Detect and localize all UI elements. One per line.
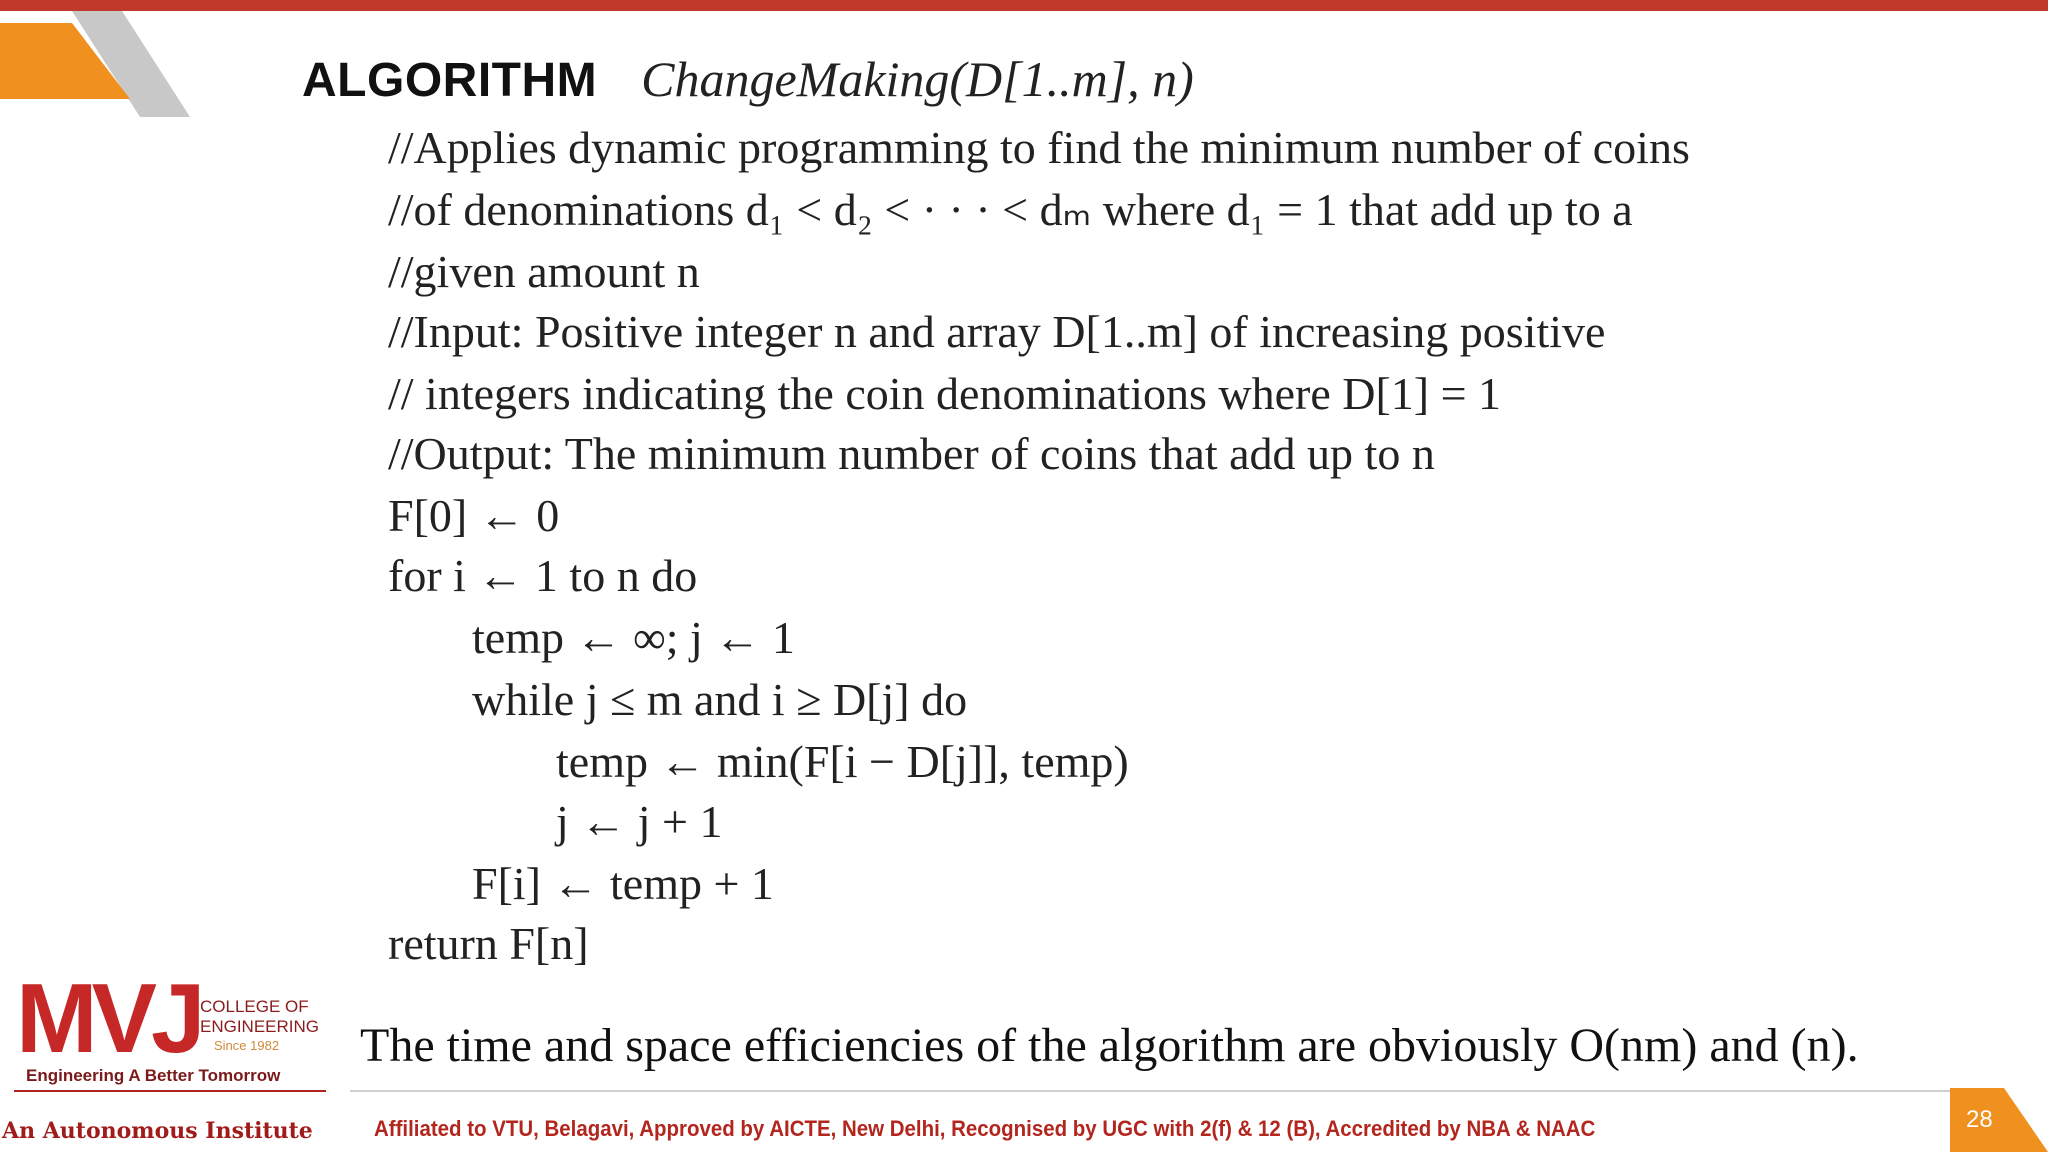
- logo-since-text: Since 1982: [214, 1038, 280, 1053]
- code-line-for: for i ← 1 to n do: [388, 550, 698, 601]
- page-number: 28: [1966, 1106, 1993, 1133]
- code-line-return: return F[n]: [388, 918, 589, 969]
- comment-line: //of denominations d₁ < d₂ < · · · < dₘ where d₁ = 1 that add up to a: [388, 184, 1633, 235]
- input-comment-continuation: // integers indicating the coin denominations where D[1] = 1: [388, 368, 1502, 419]
- page-number-badge: [1950, 1088, 2048, 1152]
- code-line-increment: j ← j + 1: [556, 796, 723, 847]
- top-accent-bar: [0, 0, 2048, 11]
- comment-line: //given amount n: [388, 246, 700, 297]
- corner-decoration: [0, 11, 190, 117]
- efficiency-summary: The time and space efficiencies of the algorithm are obviously O(nm) and (n).: [360, 1019, 1859, 1072]
- code-line-min: temp ← min(F[i − D[j]], temp): [556, 736, 1129, 787]
- code-line-init: F[0] ← 0: [388, 490, 560, 541]
- algorithm-keyword: ALGORITHM: [302, 54, 598, 107]
- output-comment-line: //Output: The minimum number of coins that add up to n: [388, 428, 1435, 479]
- autonomous-label: An Autonomous Institute: [2, 1118, 313, 1144]
- logo-college-text: COLLEGE OF: [200, 997, 309, 1016]
- code-line-temp-init: temp ← ∞; j ← 1: [472, 612, 795, 663]
- footer-divider: [350, 1090, 1960, 1092]
- college-tagline: Engineering A Better Tomorrow: [26, 1066, 281, 1085]
- algorithm-signature: ChangeMaking(D[1..m], n): [641, 51, 1194, 107]
- logo-engineering-text: ENGINEERING: [200, 1017, 320, 1036]
- code-line-while: while j ≤ m and i ≥ D[j] do: [472, 674, 968, 725]
- affiliation-text: Affiliated to VTU, Belagavi, Approved by AICTE, New Delhi, Recognised by UGC with 2(f) & 12 (B), Accredited by NBA & NAAC: [374, 1116, 1596, 1141]
- comment-line: //Applies dynamic programming to find the minimum number of coins: [388, 122, 1690, 173]
- code-line-assign: F[i] ← temp + 1: [472, 858, 774, 909]
- logo-underline: [14, 1090, 326, 1092]
- input-comment-line: //Input: Positive integer n and array D[1..m] of increasing positive: [388, 306, 1606, 357]
- algorithm-header: [302, 50, 1194, 110]
- logo-mark-text: MVJ: [16, 963, 200, 1073]
